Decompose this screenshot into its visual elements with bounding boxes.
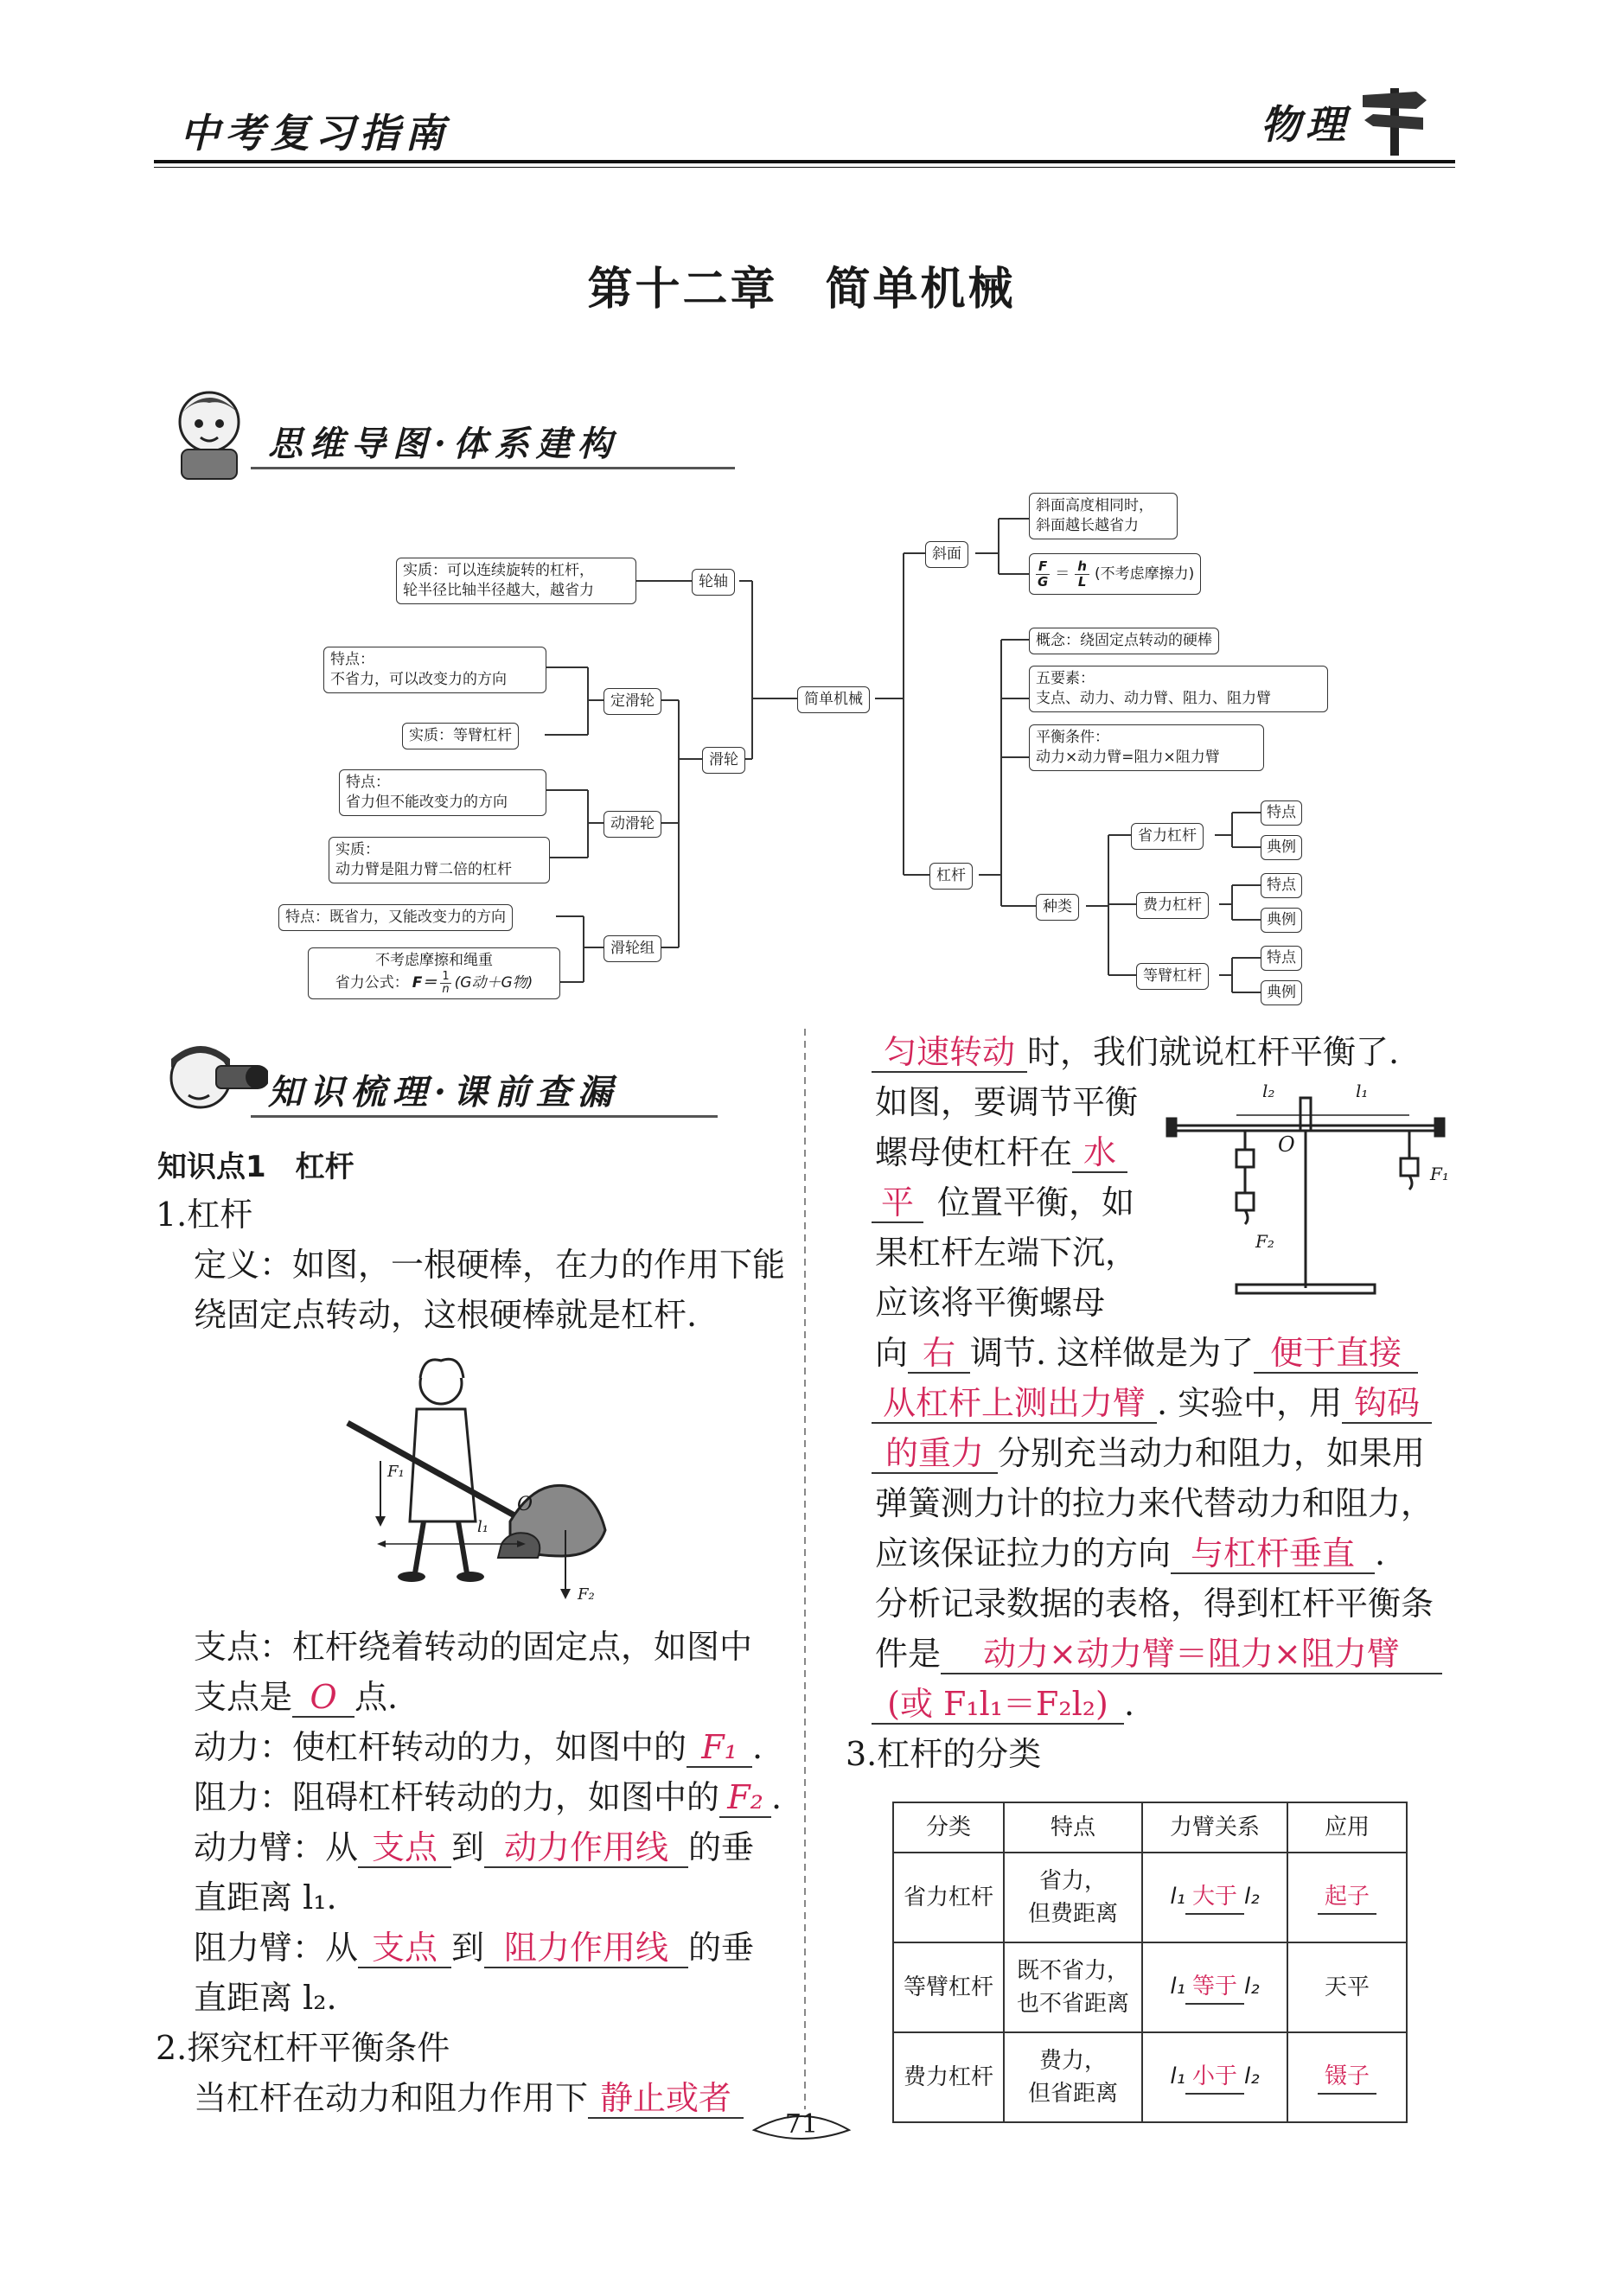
row-application [1287,2032,1407,2122]
r-line14-post: . [1124,1685,1135,1723]
mm-xiemian-node: 斜面 [925,541,968,568]
resistance-dot: . [771,1778,782,1816]
mm-ding-feature-line1: 特点： [330,651,374,668]
r-line13-answer: 动力×动力臂＝阻力×阻力臂 [941,1635,1442,1674]
r-line5: 果杠杆左端下沉， [875,1234,1139,1272]
mm-xie-formula [1029,553,1201,595]
r-line8 [872,1378,1432,1428]
mindmap-connectors [0,0,1603,1037]
effort-arm-mid: 到 [451,1828,485,1866]
mm-feili-tedian: 特点 [1261,873,1302,898]
resist-arm-mid: 到 [451,1929,485,1967]
r-line4-answer: 平 [872,1183,923,1223]
mm-feili-node: 费力杠杆 [1136,892,1209,919]
mm-xie-frac-hL [1075,559,1089,590]
row-application [1287,1853,1407,1942]
r-line9 [872,1428,1425,1478]
row-feature-line2: 但省距离 [1027,2081,1118,2107]
lever-classification-table [892,1802,1408,2123]
mm-five-line2: 支点、动力、动力臂、阻力、阻力臂 [1036,690,1271,707]
mm-lunzhou-node: 轮轴 [692,569,735,596]
row-type: 省力杠杆 [893,1853,1004,1942]
mm-xie-eq: ＝ [1055,564,1070,583]
r-line8-mid: . 实验中，用 [1157,1384,1343,1422]
row-feature [1004,1853,1142,1942]
row-relation-answer: 等于 [1185,1970,1244,2005]
row-l1: l₁ [1170,1884,1185,1910]
pivot-post: 点. [354,1678,399,1716]
mm-shengli-node: 省力杠杆 [1131,823,1204,850]
mm-hualun-node: 滑轮 [702,747,745,774]
r-line7 [875,1328,1418,1378]
mm-hualunzu-node: 滑轮组 [604,935,661,962]
mm-zu-formula-den: n [442,983,450,996]
resist-arm-line2: 直距离 l₂. [194,1979,337,2017]
table-row [893,1853,1407,1942]
r-line1-post: 时，我们就说杠杆平衡了. [1027,1033,1400,1071]
r-line11-post: . [1375,1534,1386,1572]
row-relation [1142,2032,1287,2122]
r-line3-pre: 螺母使杠杆在 [875,1133,1073,1171]
section1-title: 思维导图·体系建构 [268,424,619,464]
row-feature-line1: 省力， [1038,1868,1107,1894]
mm-xie-frac-FG [1036,559,1050,590]
r-line13-pre: 件是 [875,1635,942,1673]
row-feature [1004,2032,1142,2122]
pivot-answer: O [292,1678,354,1718]
r-line7-mid: 调节. 这样做是为了 [970,1334,1255,1372]
mm-xie-F: F [1036,559,1050,575]
mm-dinghualun-node: 定滑轮 [604,688,661,715]
table-row [893,1942,1407,2032]
effort-arm-pre: 动力臂：从 [194,1828,359,1866]
mm-zu-feature: 特点：既省力，又能改变力的方向 [278,904,513,931]
mm-dong-feature-line1: 特点： [346,774,390,791]
row-feature-line2: 但费距离 [1027,1901,1118,1927]
r-line4 [872,1177,1134,1228]
row-feature [1004,1942,1142,2032]
mm-balance-line2: 动力×动力臂=阻力×阻力臂 [1036,749,1220,766]
mm-xie-L: L [1077,573,1087,590]
mm-five-elements [1029,666,1328,712]
mm-lunzhou-essence [396,558,636,604]
r-line7-answer: 右 [908,1334,970,1374]
mm-feili-dianli: 典例 [1261,908,1302,933]
mm-dengbi-node: 等臂杠杆 [1136,963,1209,990]
resist-arm-line1 [194,1923,754,1973]
mm-shengli-dianli: 典例 [1261,835,1302,860]
mm-xie-cond: (不考虑摩擦力) [1094,564,1195,583]
fig1-F1-label: F₁ [387,1463,405,1481]
resistance-line [194,1772,782,1822]
row-l1: l₁ [1170,2063,1185,2089]
row-relation-answer: 大于 [1185,1880,1244,1915]
mm-zhonglei-node: 种类 [1036,894,1079,921]
r-line8-answer2: 钩码 [1342,1384,1432,1424]
r-line4-post: 位置平衡，如 [937,1183,1135,1221]
resist-arm-answer-b: 阻力作用线 [484,1929,688,1968]
r-line9-post: 分别充当动力和阻力，如果用 [998,1434,1426,1472]
effort-dot: . [752,1728,763,1766]
pivot-line2 [194,1672,398,1722]
condition-line [194,2073,744,2123]
mm-xie-note-line1: 斜面高度相同时， [1036,497,1153,514]
fig1-l1-label: l₁ [477,1518,489,1536]
mm-balance-line1: 平衡条件： [1036,729,1109,746]
section2-title: 知识梳理·课前查漏 [268,1072,619,1113]
mm-dengbi-dianli: 典例 [1261,980,1302,1005]
condition-pre: 当杠杆在动力和阻力作用下 [194,2079,589,2117]
r-line11-pre: 应该保证拉力的方向 [875,1534,1172,1572]
mm-ding-essence: 实质：等臂杠杆 [402,723,519,749]
r-line12: 分析记录数据的表格，得到杠杆平衡条 [875,1585,1434,1623]
mm-xie-note-line2: 斜面越长越省力 [1036,517,1139,534]
r-line10: 弹簧测力计的拉力来代替动力和阻力， [875,1484,1434,1522]
fig2-l1-label: l₁ [1356,1081,1369,1101]
effort-answer: F₁ [687,1728,752,1768]
effort-arm-line1 [194,1822,754,1872]
chapter-title: 第十二章 简单机械 [587,264,1016,316]
mm-zu-formula-rest: (G动＋G物) [454,974,533,992]
mm-donghualun-node: 动滑轮 [604,811,661,838]
row-l2: l₂ [1244,2063,1260,2089]
fig2-F1-label: F₁ [1430,1164,1449,1184]
mm-balance [1029,724,1264,771]
r-line13 [875,1629,1442,1679]
mm-dong-essence-line2: 动力臂是阻力臂二倍的杠杆 [335,861,512,878]
row-relation [1142,1942,1287,2032]
row-application: 天平 [1287,1942,1407,2032]
row-relation [1142,1853,1287,1942]
row-feature-line1: 费力， [1038,2048,1107,2074]
table-header-cell: 分类 [893,1802,1004,1853]
fig1-F2-label: F₂ [578,1585,595,1604]
r-line3-answer: 水 [1072,1133,1127,1173]
mm-shengli-tedian: 特点 [1261,800,1302,826]
table-header-row [893,1802,1407,1853]
r-line2: 如图，要调节平衡 [875,1083,1139,1121]
mm-zu-formula-num: 1 [442,970,450,983]
row-l2: l₂ [1244,1884,1260,1910]
mm-xie-note [1029,493,1178,539]
mm-zu-formula [308,947,560,999]
mm-five-line1: 五要素： [1036,670,1095,687]
r-line9-answer: 的重力 [872,1434,998,1474]
mm-dong-essence [329,837,550,883]
row-application-answer: 起子 [1318,1880,1376,1915]
header-right-title: 物理 [1261,101,1351,148]
effort-arm-answer-b: 动力作用线 [484,1828,688,1868]
lever-figure [337,1349,648,1608]
row-relation-answer: 小于 [1185,2060,1244,2095]
mm-dong-feature-line2: 省力但不能改变力的方向 [346,794,508,811]
row-type: 等臂杠杆 [893,1942,1004,2032]
table-row [893,2032,1407,2122]
r-line7-answer2: 便于直接 [1254,1334,1418,1374]
explorer-mascot-icon [156,1033,268,1128]
r-line1-answer: 匀速转动 [872,1033,1027,1073]
column-divider [804,1029,806,2109]
effort-arm-post: 的垂 [688,1828,755,1866]
row-l2: l₂ [1244,1974,1260,1999]
r-line7-pre: 向 [875,1334,909,1372]
row-l1: l₁ [1170,1974,1185,1999]
r-line11-answer: 与杠杆垂直 [1171,1534,1375,1574]
lever-heading: 1.杠杆 [156,1196,253,1234]
row-feature-line2: 也不省距离 [1016,1991,1129,2017]
fig2-O-label: O [1278,1132,1295,1157]
effort-line [194,1722,763,1772]
mm-zu-formula-F: F＝ [412,974,437,992]
mm-center-node: 简单机械 [797,686,870,713]
page-number: 71 [784,2109,819,2140]
table-header-cell: 应用 [1287,1802,1407,1853]
mm-ding-feature [323,647,546,693]
fig2-F2-label: F₂ [1255,1231,1274,1252]
resist-arm-post: 的垂 [688,1929,755,1967]
classification-heading: 3.杠杆的分类 [846,1735,1042,1773]
mm-ding-feature-line2: 不省力，可以改变力的方向 [330,671,507,688]
header-left-title: 中考复习指南 [180,110,450,156]
mm-lunzhou-essence-line2: 轮半径比轴半径越大，越省力 [403,582,594,599]
r-line8-answer: 从杠杆上测出力臂 [872,1384,1157,1424]
r-line14 [872,1679,1134,1729]
section2-underline [251,1115,718,1118]
mm-zu-formula-line2 [315,971,553,996]
mm-zu-formula-label: 省力公式： [335,974,409,992]
balance-lever-figure [1159,1081,1453,1305]
mm-xie-h: h [1075,559,1089,575]
condition-answer: 静止或者 [588,2079,744,2119]
mm-dong-feature [339,769,546,816]
fig2-l2-label: l₂ [1262,1081,1275,1101]
r-line14-answer: (或 F₁l₁＝F₂l₂) [872,1685,1124,1725]
mm-dong-essence-line1: 实质： [335,841,380,858]
resist-arm-answer-a: 支点 [358,1929,451,1968]
effort-arm-answer-a: 支点 [358,1828,451,1868]
definition-line2: 绕固定点转动，这根硬棒就是杠杆. [194,1296,698,1334]
pivot-line1: 支点：杠杆绕着转动的固定点，如图中 [194,1628,753,1666]
row-application-answer: 镊子 [1318,2060,1376,2095]
resist-arm-pre: 阻力臂：从 [194,1929,359,1967]
knowledge-point-title: 知识点1 杠杆 [157,1150,354,1184]
r-line1 [872,1027,1399,1077]
effort-pre: 动力：使杠杆转动的力，如图中的 [194,1728,687,1766]
row-type: 费力杠杆 [893,2032,1004,2122]
fig1-O-label: O [517,1494,533,1515]
mm-ganggan-node: 杠杆 [929,863,973,890]
mm-lunzhou-essence-line1: 实质：可以连续旋转的杠杆， [403,562,594,579]
mm-xie-G: G [1037,573,1049,590]
resistance-answer: F₂ [719,1778,771,1818]
r-line6: 应该将平衡螺母 [875,1284,1106,1322]
definition-line1: 定义：如图，一根硬棒，在力的作用下能 [194,1246,786,1284]
mm-zu-formula-line1: 不考虑摩擦和绳重 [375,952,493,969]
table-header-cell: 特点 [1004,1802,1142,1853]
explore-heading: 2.探究杠杆平衡条件 [156,2029,450,2067]
table-header-cell: 力臂关系 [1142,1802,1287,1853]
resistance-pre: 阻力：阻碍杠杆转动的力，如图中的 [194,1778,720,1816]
row-feature-line1: 既不省力， [1016,1958,1129,1984]
effort-arm-line2: 直距离 l₁. [194,1878,337,1917]
pivot-pre: 支点是 [194,1678,293,1716]
r-line11 [875,1528,1385,1578]
mm-concept: 概念：绕固定点转动的硬棒 [1029,628,1219,654]
r-line3 [875,1127,1127,1177]
mm-zu-formula-frac [440,971,450,996]
mm-dengbi-tedian: 特点 [1261,946,1302,971]
